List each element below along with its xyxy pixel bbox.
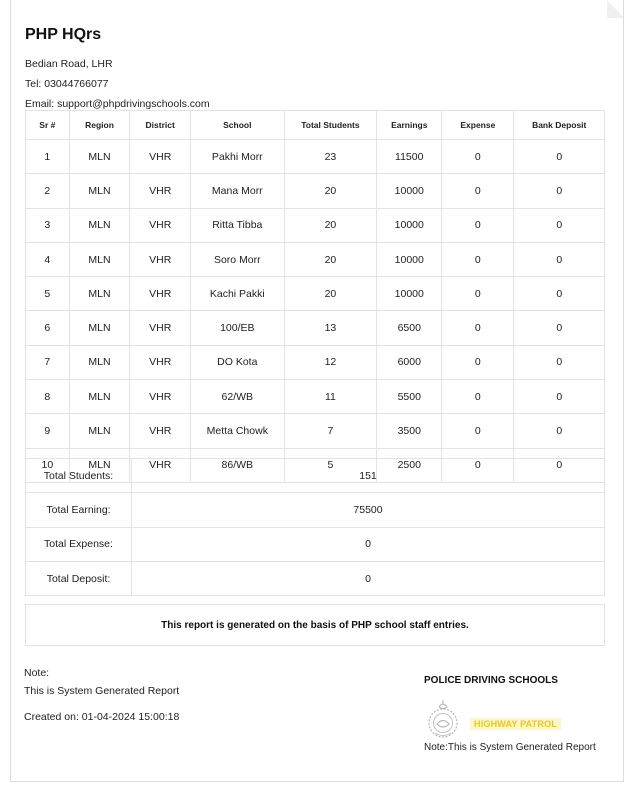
totals-row (26, 561, 605, 595)
table-cell: VHR (130, 448, 191, 482)
table-row (26, 277, 605, 311)
table-cell: 7 (26, 345, 70, 379)
table-cell: Kachi Pakki (191, 277, 285, 311)
table-cell: 0 (514, 277, 605, 311)
table-row (26, 380, 605, 414)
table-cell: 0 (514, 380, 605, 414)
totals-value: 0 (132, 527, 605, 561)
table-cell: MLN (69, 277, 130, 311)
table-cell: VHR (130, 311, 191, 345)
table-cell: 62/WB (191, 380, 285, 414)
footer-system-note: Note:This is System Generated Report (424, 742, 596, 753)
table-cell: 0 (514, 448, 605, 482)
logo-text: HIGHWAY PATROL (470, 718, 561, 730)
column-header: Earnings (377, 111, 442, 140)
brand-name: POLICE DRIVING SCHOOLS (424, 675, 558, 686)
table-cell: 0 (514, 140, 605, 174)
schools-table (25, 110, 605, 483)
table-cell: 13 (284, 311, 377, 345)
table-cell: 6 (26, 311, 70, 345)
table-cell: 3500 (377, 414, 442, 448)
table-cell: 10 (26, 448, 70, 482)
table-cell: 5 (284, 448, 377, 482)
table-cell: 6000 (377, 345, 442, 379)
table-cell: VHR (130, 277, 191, 311)
table-cell: MLN (69, 208, 130, 242)
table-cell: 0 (514, 311, 605, 345)
note-label: Note: (24, 667, 50, 679)
table-cell: 6500 (377, 311, 442, 345)
table-cell: MLN (69, 380, 130, 414)
table-cell: VHR (130, 140, 191, 174)
table-cell: 0 (514, 345, 605, 379)
table-cell: 0 (442, 174, 514, 208)
column-header: Region (69, 111, 130, 140)
table-cell: 0 (442, 242, 514, 276)
table-cell: VHR (130, 242, 191, 276)
table-cell: 20 (284, 242, 377, 276)
table-cell: VHR (130, 414, 191, 448)
table-cell: MLN (69, 448, 130, 482)
table-cell: 5 (26, 277, 70, 311)
table-cell: 0 (442, 208, 514, 242)
table-cell: 10000 (377, 208, 442, 242)
table-cell: Mana Morr (191, 174, 285, 208)
table-cell: Soro Morr (191, 242, 285, 276)
company-email: Email: support@phpdrivingschools.com (25, 98, 210, 110)
column-header: School (191, 111, 285, 140)
table-row (26, 242, 605, 276)
totals-label: Total Expense: (26, 527, 132, 561)
table-cell: Metta Chowk (191, 414, 285, 448)
logo (424, 696, 624, 740)
totals-value: 75500 (132, 493, 605, 527)
report-notice (25, 604, 605, 646)
company-address: Bedian Road, LHR (25, 58, 113, 70)
column-header: Sr # (26, 111, 70, 140)
note-section (24, 667, 179, 729)
table-cell: 0 (442, 277, 514, 311)
table-cell: 0 (514, 174, 605, 208)
column-header: District (130, 111, 191, 140)
table-cell: 10000 (377, 242, 442, 276)
table-cell: 7 (284, 414, 377, 448)
table-cell: MLN (69, 311, 130, 345)
table-cell: 20 (284, 277, 377, 311)
column-header: Total Students (284, 111, 377, 140)
table-row (26, 140, 605, 174)
footer-branding (424, 675, 624, 753)
table-header-row (26, 111, 605, 140)
table-row (26, 414, 605, 448)
table-cell: VHR (130, 174, 191, 208)
police-emblem-icon (424, 697, 462, 739)
table-cell: DO Kota (191, 345, 285, 379)
table-cell: VHR (130, 380, 191, 414)
totals-row (26, 459, 605, 493)
totals-label: Total Students: (26, 459, 132, 493)
table-cell: MLN (69, 414, 130, 448)
table-cell: 1 (26, 140, 70, 174)
table-cell: 10000 (377, 174, 442, 208)
table-cell: VHR (130, 345, 191, 379)
table-cell: MLN (69, 174, 130, 208)
table-cell: Ritta Tibba (191, 208, 285, 242)
table-cell: 3 (26, 208, 70, 242)
table-cell: 20 (284, 208, 377, 242)
table-row (26, 311, 605, 345)
table-cell: 0 (442, 448, 514, 482)
table-cell: 11500 (377, 140, 442, 174)
table-cell: MLN (69, 242, 130, 276)
page-curl (607, 0, 623, 18)
totals-value: 151 (132, 459, 605, 493)
table-cell: 0 (442, 345, 514, 379)
report-page (10, 0, 624, 782)
table-cell: 0 (442, 140, 514, 174)
table-row (26, 174, 605, 208)
company-info (25, 26, 210, 110)
totals-value: 0 (132, 561, 605, 595)
table-cell: MLN (69, 140, 130, 174)
table-cell: 4 (26, 242, 70, 276)
table-cell: 11 (284, 380, 377, 414)
table-cell: 100/EB (191, 311, 285, 345)
note-text: This is System Generated Report (24, 685, 180, 697)
company-tel: Tel: 03044766077 (25, 78, 109, 90)
table-cell: 0 (514, 208, 605, 242)
table-cell: 5500 (377, 380, 442, 414)
table-cell: 10000 (377, 277, 442, 311)
table-cell: VHR (130, 208, 191, 242)
table-cell: Pakhi Morr (191, 140, 285, 174)
company-name: PHP HQrs (25, 26, 102, 43)
table-row (26, 208, 605, 242)
totals-label: Total Earning: (26, 493, 132, 527)
table-cell: 23 (284, 140, 377, 174)
table-cell: 2 (26, 174, 70, 208)
table-cell: 0 (514, 414, 605, 448)
totals-table (25, 458, 605, 596)
created-on: Created on: 01-04-2024 15:00:18 (24, 711, 180, 723)
table-cell: 2500 (377, 448, 442, 482)
totals-row (26, 527, 605, 561)
table-cell: 12 (284, 345, 377, 379)
report-notice-text: This report is generated on the basis of PHP school staff entries. (161, 619, 469, 631)
table-cell: 9 (26, 414, 70, 448)
table-cell: 0 (514, 242, 605, 276)
column-header: Bank Deposit (514, 111, 605, 140)
table-cell: 86/WB (191, 448, 285, 482)
table-cell: 0 (442, 311, 514, 345)
table-cell: 0 (442, 380, 514, 414)
table-cell: MLN (69, 345, 130, 379)
table-cell: 20 (284, 174, 377, 208)
table-row (26, 345, 605, 379)
totals-label: Total Deposit: (26, 561, 132, 595)
totals-row (26, 493, 605, 527)
table-cell: 0 (442, 414, 514, 448)
table-cell: 8 (26, 380, 70, 414)
column-header: Expense (442, 111, 514, 140)
